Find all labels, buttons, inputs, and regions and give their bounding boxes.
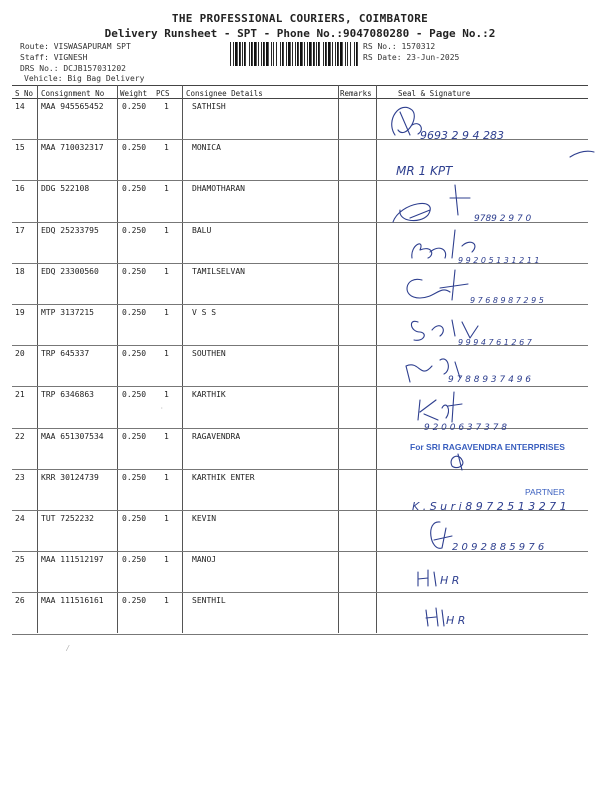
row-sno: 18 — [15, 266, 25, 276]
row-consignee: SOUTHEN — [192, 349, 226, 359]
row-consignment: TRP 645337 — [41, 349, 90, 359]
rs-number: RS No.: 1570312 — [363, 42, 436, 51]
drs-number: DRS No.: DCJB157031202 — [20, 64, 126, 73]
row-consignment: MTP 3137215 — [41, 308, 94, 317]
signature-row-14 — [392, 107, 422, 135]
company-stamp: For SRI RAGAVENDRA ENTERPRISES — [410, 442, 565, 452]
row-weight: 0.250 — [122, 596, 147, 606]
row-weight: 0.250 — [122, 472, 147, 482]
row-weight: 0.250 — [122, 308, 147, 317]
signature-phone-18: 9 7 6 8 9 8 7 2 9 5 — [470, 296, 544, 305]
row-consignee: MANOJ — [192, 555, 217, 565]
col-remarks: Remarks — [340, 89, 372, 98]
row-consignment: MAA 710032317 — [41, 143, 104, 153]
vehicle: Vehicle: Big Bag Delivery — [24, 74, 145, 83]
row-pcs: 1 — [164, 225, 169, 235]
stray-mark-2: · — [160, 405, 164, 412]
row-sno: 14 — [15, 102, 25, 111]
row-sno: 21 — [15, 390, 25, 400]
signature-hr-26: H R — [446, 614, 466, 627]
row-pcs: 1 — [164, 143, 169, 153]
row-weight: 0.250 — [122, 555, 147, 565]
partner-stamp: PARTNER — [525, 487, 565, 497]
row-pcs: 1 — [164, 472, 169, 482]
row-consignment: KRR 30124739 — [41, 472, 99, 482]
signature-row-21 — [418, 392, 462, 422]
row-pcs: 1 — [164, 596, 169, 606]
row-pcs: 1 — [164, 514, 169, 523]
signature-phone-24: 2 0 9 2 8 8 5 9 7 6 — [452, 542, 545, 553]
signature-phone-21: 9 2 0 0 6 3 7 3 7 8 — [424, 423, 508, 433]
row-weight: 0.250 — [122, 102, 147, 111]
row-consignment: TRP 6346863 — [41, 390, 94, 400]
runsheet-subtitle: Delivery Runsheet - SPT - Phone No.:9047080280 - Page No.:2 — [104, 27, 496, 40]
row-sno: 26 — [15, 596, 25, 606]
row-pcs: 1 — [164, 349, 169, 359]
row-consignee: RAGAVENDRA — [192, 431, 241, 441]
col-seal: Seal & Signature — [398, 89, 471, 98]
row-consignee: V S S — [192, 308, 217, 317]
row-consignment: TUT 7252232 — [41, 514, 94, 523]
signature-row-26 — [426, 608, 444, 626]
signature-phone-17: 9 9 2 0 5 1 3 1 2 1 1 — [458, 256, 540, 265]
row-consignee: SENTHIL — [192, 596, 226, 606]
row-consignment: MAA 945565452 — [41, 102, 104, 111]
row-pcs: 1 — [164, 555, 169, 565]
signature-phone-16: 9789 2 9 7 0 — [474, 214, 532, 224]
row-weight: 0.250 — [122, 390, 147, 400]
row-consignee: SATHISH — [192, 102, 226, 111]
signature-row-23: K . S u r i 8 9 7 2 5 1 3 2 7 1 — [412, 500, 567, 513]
col-consignee: Consignee Details — [186, 89, 263, 98]
stray-mark-1: ⁄ — [65, 644, 71, 654]
row-consignee: DHAMOTHARAN — [192, 184, 245, 194]
row-pcs: 1 — [164, 102, 169, 111]
row-consignment: EDQ 23300560 — [41, 266, 99, 276]
row-sno: 19 — [15, 308, 25, 317]
col-pcs: PCS — [156, 89, 170, 98]
route: Route: VISWASAPURAM SPT — [20, 42, 131, 51]
signature-row-18 — [407, 270, 468, 300]
row-sno: 16 — [15, 184, 25, 194]
row-weight: 0.250 — [122, 225, 147, 235]
rs-date: RS Date: 23-Jun-2025 — [363, 53, 460, 62]
signature-row-22 — [451, 454, 463, 470]
col-consignment: Consignment No — [41, 89, 105, 98]
row-sno: 25 — [15, 555, 25, 565]
row-sno: 17 — [15, 225, 25, 235]
row-consignment: MAA 111512197 — [41, 555, 104, 565]
row-sno: 22 — [15, 431, 25, 441]
signature-row-17 — [412, 230, 475, 258]
row-weight: 0.250 — [122, 514, 147, 523]
row-consignee: KARTHIK — [192, 390, 226, 400]
company-title: THE PROFESSIONAL COURIERS, COIMBATORE — [171, 12, 429, 25]
row-consignment: MAA 651307534 — [41, 431, 104, 441]
row-weight: 0.250 — [122, 184, 147, 194]
row-consignee: MONICA — [192, 143, 221, 153]
row-sno: 20 — [15, 349, 25, 359]
row-pcs: 1 — [164, 308, 169, 317]
row-sno: 23 — [15, 472, 25, 482]
signature-phone-19: 9 9 9 4 7 6 1 2 6 7 — [458, 338, 532, 347]
signature-row-16 — [393, 185, 470, 222]
row-consignee: BALU — [192, 225, 212, 235]
row-pcs: 1 — [164, 184, 169, 194]
row-weight: 0.250 — [122, 349, 147, 359]
row-weight: 0.250 — [122, 143, 147, 153]
row-consignee: TAMILSELVAN — [192, 266, 245, 276]
signature-phone-14: 9693 2 9 4 283 — [420, 129, 504, 142]
staff: Staff: VIGNESH — [20, 53, 88, 62]
row-weight: 0.250 — [122, 431, 147, 441]
signature-phone-20: 9 7 8 8 9 3 7 4 9 6 — [448, 375, 532, 385]
signature-row-24 — [431, 522, 452, 548]
signature-hr-25: H R — [440, 574, 460, 587]
signature-row-15: MR 1 KPT — [396, 164, 453, 178]
signature-row-25 — [418, 570, 436, 586]
row-consignee: KEVIN — [192, 514, 217, 523]
row-pcs: 1 — [164, 266, 169, 276]
col-sno: S No — [15, 89, 34, 98]
row-consignment: MAA 111516161 — [41, 596, 104, 606]
row-sno: 24 — [15, 514, 25, 523]
col-weight: Weight — [120, 89, 148, 98]
pen-flick — [570, 151, 594, 157]
row-pcs: 1 — [164, 431, 169, 441]
row-pcs: 1 — [164, 390, 169, 400]
row-weight: 0.250 — [122, 266, 147, 276]
row-consignment: EDQ 25233795 — [41, 225, 99, 235]
row-consignee: KARTHIK ENTER — [192, 472, 255, 482]
row-consignment: DDG 522108 — [41, 184, 90, 194]
row-sno: 15 — [15, 143, 25, 153]
